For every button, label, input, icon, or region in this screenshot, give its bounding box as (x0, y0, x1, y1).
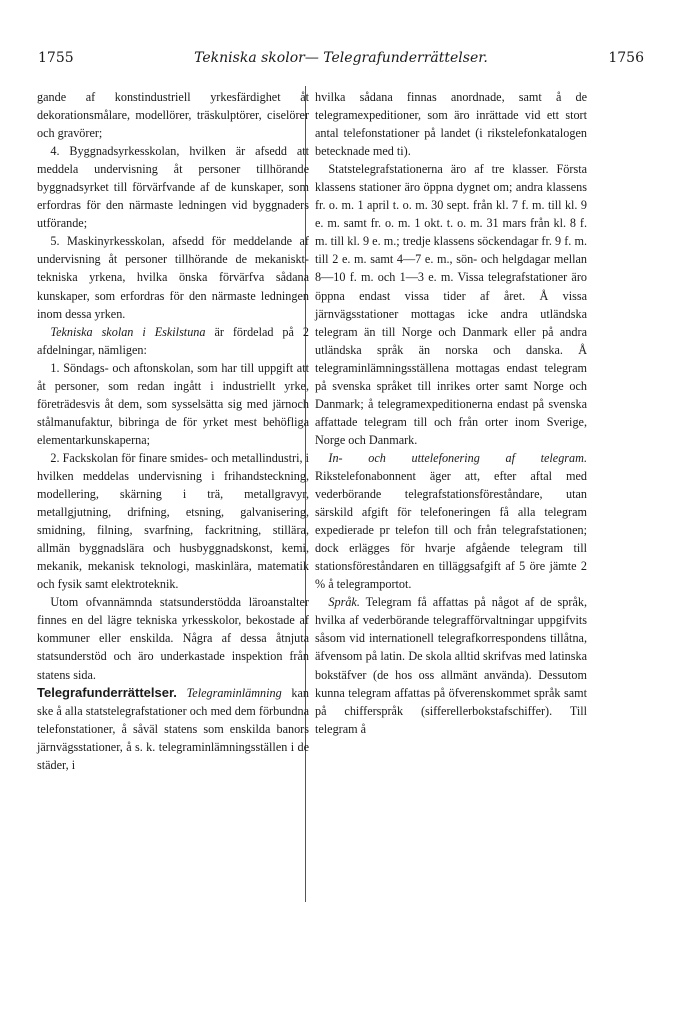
section-heading: Telegrafunderrättelser. (37, 684, 177, 700)
paragraph-text: Rikstelefonabonnent äger att, efter aftal med vederbörande telegrafstationsföreståndare, utan särskild afgift för telefoneringen få alla telegram expedierade pr telefon till och från telegrafstationen; dock erlägges för hvarje afgående telegram till stationsföreståndaren en tilläggsafgift af 5 öre jämte 2 % å telegramportot. (315, 468, 587, 592)
paragraph: Statstelegrafstationerna äro af tre klasser. Första klassens stationer äro öppna dygnet om; andra klassens fr. o. m. 1 april t. o. m. 30 sept. från kl. 7 f. m. till kl. 9 e. m. samt fr. o. m. 1 okt. t. o. m. 31 mars från kl. 8 f. m. till kl. 9 e. m.; tredje klassens söckendagar fr. 9 f. m. till 2 e. m. samt 4—7 e. m., sön- och helgdagar mellan 8—10 f. m. och 1—3 e. m. Vissa telegrafstationer äro öppna endast vissa tider af året. Å vissa järnvägsstationer mottagas icke andra utländska telegram än till Norge och Danmark eller på andra utländska språk än norska och danska. Å telegraminlämningsställena mottagas endast telegram på svenska språket till inrikes orter samt Norge och Danmark; å telegramexpeditionerna endast på svenska affattade telegram till och från orter inom Sverige, Norge och Danmark. (315, 162, 587, 447)
page-header (38, 50, 644, 70)
paragraph: 4. Byggnadsyrkesskolan, hvilken är afsedd att meddela undervisning åt personer tillhörande byggnadsyrket till förvärfvande af de kunskaper, som erfordras för den närmaste ledningen vid byggnaders utförande; (37, 144, 309, 231)
paragraph: 5. Maskinyrkesskolan, afsedd för meddelande af undervisning åt personer tillhörande de mekaniskt-tekniska yrkena, hvilka önska förvärfva sådana kunskaper, som erfordras för den närmaste ledningen inom dessa yrken. (37, 234, 309, 321)
paragraph (37, 323, 309, 359)
paragraph (37, 684, 309, 774)
paragraph-text: kan ske å alla statstelegrafstationer och med dem förbundna telefonstationer, å såväl statens som enskilda banors järnvägsstationer, å s. k. telegraminlämningsställen i de städer, i (37, 685, 309, 772)
paragraph: hvilka sådana finnas anordnade, samt å de telegramexpeditioner, som äro inrättade vid ett stort antal telefonstationer på landet (i rikstelefonkatalogen betecknade med ti). (315, 90, 587, 159)
page-number-left: 1755 (38, 50, 74, 66)
paragraph (315, 449, 587, 593)
running-title: Tekniska skolor— Telegrafunderrättelser. (194, 50, 488, 66)
paragraph (315, 593, 587, 737)
italic-phrase: Språk. (328, 595, 360, 610)
paragraph: 1. Söndags- och aftonskolan, som har till uppgift att åt personer, som redan ingått i industriellt yrke, företrädesvis åt dem, som sysselsätta sig med järnoch stålmanufaktur, bibringa de för yrket mest behöfliga elementarkunskaperna; (37, 360, 309, 447)
paragraph: 2. Fackskolan för finare smides- och metallindustri, i hvilken meddelas undervisning i frihandsteckning, modellering, skärning i trä, metallgravyr, metallgjutning, drifning, etsning, galvanisering, smidning, filning, svarfning, fackritning, stillära, allmän byggnadslära och husbyggnadskonst, kemi, mekanik, mekanisk teknologi, maskinlära, matematik och fysik samt elektroteknik. (37, 450, 309, 592)
paragraph: Utom ofvannämnda statsunderstödda läroanstalter finnes en del lägre tekniska yrkesskolor, bekostade af kommuner eller enskilda. Några af dessa åtnjuta statsunderstöd och äro underkastade inspektion från statens sida. (37, 595, 309, 682)
italic-phrase: Tekniska skolan i Eskilstuna (50, 324, 206, 339)
page-number-right: 1756 (608, 50, 644, 66)
left-column (37, 88, 309, 774)
paragraph-text: Telegram få affattas på något af de språk, hvilka af vederbörande telegrafförvaltningar uppgifvits såsom vid internationell telegrafkorrespondens tillåtna, äfvensom på latin. De skola alltid skrifvas med latinska bokstäfver (de hos oss allmänt använda). Dessutom kunna telegram affattas på öfverenskommet språk samt på chifferspråk (sifferellerbokstafschiffer). Till telegram å (315, 595, 587, 736)
right-column (315, 88, 587, 738)
paragraph: gande af konstindustriell yrkesfärdighet åt dekorationsmålare, modellörer, träskulptörer, ciselörer och gravörer; (37, 90, 309, 141)
italic-phrase: Telegraminlämning (186, 685, 282, 700)
italic-phrase: In- och uttelefonering af telegram. (328, 450, 587, 465)
paragraph-text: är fördelad på 2 afdelningar, nämligen: (37, 324, 309, 357)
